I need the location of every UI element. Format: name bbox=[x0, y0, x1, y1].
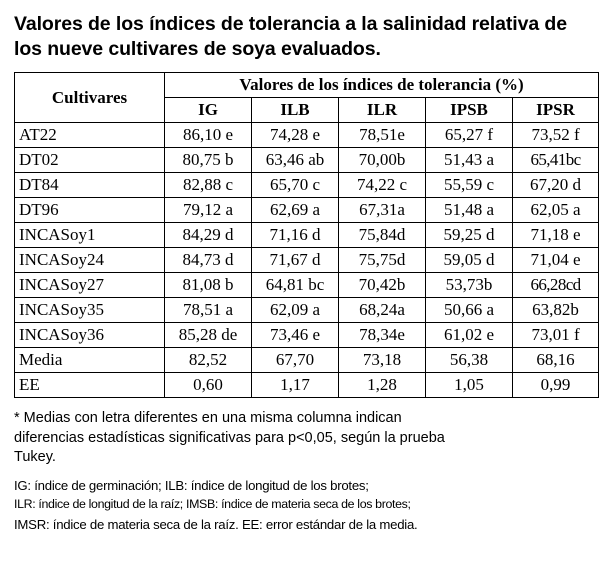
cell-ipsb: 65,27 f bbox=[426, 123, 513, 148]
footnote-abbr-line1: IG: índice de germinación; ILB: índice de longitud de los brotes; bbox=[14, 477, 369, 493]
column-header-ipsr: IPSR bbox=[513, 98, 599, 123]
row-cultivar: DT96 bbox=[15, 198, 165, 223]
cell-ig: 0,60 bbox=[165, 373, 252, 398]
cell-ilr: 75,84d bbox=[339, 223, 426, 248]
table-row bbox=[15, 273, 599, 298]
cell-ig: 81,08 b bbox=[165, 273, 252, 298]
cell-ipsr: 68,16 bbox=[513, 348, 599, 373]
cell-ilr: 78,34e bbox=[339, 323, 426, 348]
cell-ilb: 73,46 e bbox=[252, 323, 339, 348]
cell-ig: 82,88 c bbox=[165, 173, 252, 198]
row-cultivar: INCASoy35 bbox=[15, 298, 165, 323]
cell-ig: 80,75 b bbox=[165, 148, 252, 173]
cell-ilr: 75,75d bbox=[339, 248, 426, 273]
cell-ipsr: 73,01 f bbox=[513, 323, 599, 348]
column-header-ilb: ILB bbox=[252, 98, 339, 123]
cell-ipsr: 0,99 bbox=[513, 373, 599, 398]
footnote-significance-line1: * Medias con letra diferentes en una misma columna indican bbox=[14, 410, 402, 426]
tolerance-index-table bbox=[14, 72, 599, 398]
table-row bbox=[15, 298, 599, 323]
cell-ilb: 71,67 d bbox=[252, 248, 339, 273]
row-media: Media bbox=[15, 348, 165, 373]
cell-ig: 86,10 e bbox=[165, 123, 252, 148]
table-row bbox=[15, 148, 599, 173]
cell-ipsb: 1,05 bbox=[426, 373, 513, 398]
cell-ipsr: 71,18 e bbox=[513, 223, 599, 248]
cell-ilb: 1,17 bbox=[252, 373, 339, 398]
column-header-ipsb: IPSB bbox=[426, 98, 513, 123]
row-cultivar: DT02 bbox=[15, 148, 165, 173]
table-row bbox=[15, 348, 599, 373]
cell-ipsb: 51,48 a bbox=[426, 198, 513, 223]
cell-ilb: 63,46 ab bbox=[252, 148, 339, 173]
footnote-significance-line3: Tukey. bbox=[14, 449, 56, 465]
cell-ipsb: 56,38 bbox=[426, 348, 513, 373]
cell-ipsr: 62,05 a bbox=[513, 198, 599, 223]
cell-ig: 84,73 d bbox=[165, 248, 252, 273]
cell-ipsb: 50,66 a bbox=[426, 298, 513, 323]
cell-ipsb: 61,02 e bbox=[426, 323, 513, 348]
table-row bbox=[15, 248, 599, 273]
column-header-ig: IG bbox=[165, 98, 252, 123]
cell-ilr: 78,51e bbox=[339, 123, 426, 148]
table-row bbox=[15, 123, 599, 148]
row-cultivar: INCASoy1 bbox=[15, 223, 165, 248]
row-ee: EE bbox=[15, 373, 165, 398]
cell-ipsr: 71,04 e bbox=[513, 248, 599, 273]
header-indices-group: Valores de los índices de tolerancia (%) bbox=[165, 73, 599, 98]
footnote-significance-line2: diferencias estadísticas significativas para p<0,05, según la prueba bbox=[14, 429, 445, 446]
cell-ipsb: 51,43 a bbox=[426, 148, 513, 173]
row-cultivar: AT22 bbox=[15, 123, 165, 148]
footnote-significance bbox=[14, 409, 599, 468]
cell-ipsr: 63,82b bbox=[513, 298, 599, 323]
cell-ipsr: 66,28cd bbox=[513, 273, 599, 298]
cell-ilb: 62,69 a bbox=[252, 198, 339, 223]
table-row bbox=[15, 323, 599, 348]
cell-ipsb: 53,73b bbox=[426, 273, 513, 298]
column-header-ilr: ILR bbox=[339, 98, 426, 123]
cell-ilr: 67,31a bbox=[339, 198, 426, 223]
header-cultivares: Cultivares bbox=[15, 73, 165, 123]
cell-ilr: 74,22 c bbox=[339, 173, 426, 198]
table-footnotes bbox=[14, 409, 599, 534]
cell-ipsb: 59,05 d bbox=[426, 248, 513, 273]
cell-ig: 82,52 bbox=[165, 348, 252, 373]
cell-ilr: 73,18 bbox=[339, 348, 426, 373]
cell-ilb: 64,81 bc bbox=[252, 273, 339, 298]
cell-ilb: 65,70 c bbox=[252, 173, 339, 198]
cell-ilr: 70,42b bbox=[339, 273, 426, 298]
cell-ilb: 67,70 bbox=[252, 348, 339, 373]
cell-ipsr: 67,20 d bbox=[513, 173, 599, 198]
footnote-abbreviations bbox=[14, 476, 599, 535]
cell-ig: 85,28 de bbox=[165, 323, 252, 348]
table-row bbox=[15, 223, 599, 248]
cell-ipsr: 73,52 f bbox=[513, 123, 599, 148]
table-row bbox=[15, 373, 599, 398]
table-row bbox=[15, 198, 599, 223]
cell-ilb: 62,09 a bbox=[252, 298, 339, 323]
footnote-abbr-line2: ILR: índice de longitud de la raíz; IMSB: índice de materia seca de los brotes; bbox=[14, 497, 411, 511]
cell-ipsb: 59,25 d bbox=[426, 223, 513, 248]
cell-ilb: 71,16 d bbox=[252, 223, 339, 248]
row-cultivar: DT84 bbox=[15, 173, 165, 198]
page-title: Valores de los índices de tolerancia a la salinidad relativa de los nueve cultivares de soya evaluados. bbox=[14, 13, 567, 60]
cell-ig: 84,29 d bbox=[165, 223, 252, 248]
cell-ilr: 68,24a bbox=[339, 298, 426, 323]
table-row bbox=[15, 173, 599, 198]
footnote-abbr-line3: IMSR: índice de materia seca de la raíz. EE: error estándar de la media. bbox=[14, 516, 418, 532]
cell-ipsb: 55,59 c bbox=[426, 173, 513, 198]
row-cultivar: INCASoy36 bbox=[15, 323, 165, 348]
cell-ig: 79,12 a bbox=[165, 198, 252, 223]
row-cultivar: INCASoy24 bbox=[15, 248, 165, 273]
table-header-group-row bbox=[15, 73, 599, 98]
cell-ipsr: 65,41bc bbox=[513, 148, 599, 173]
cell-ilb: 74,28 e bbox=[252, 123, 339, 148]
cell-ig: 78,51 a bbox=[165, 298, 252, 323]
row-cultivar: INCASoy27 bbox=[15, 273, 165, 298]
cell-ilr: 1,28 bbox=[339, 373, 426, 398]
cell-ilr: 70,00b bbox=[339, 148, 426, 173]
